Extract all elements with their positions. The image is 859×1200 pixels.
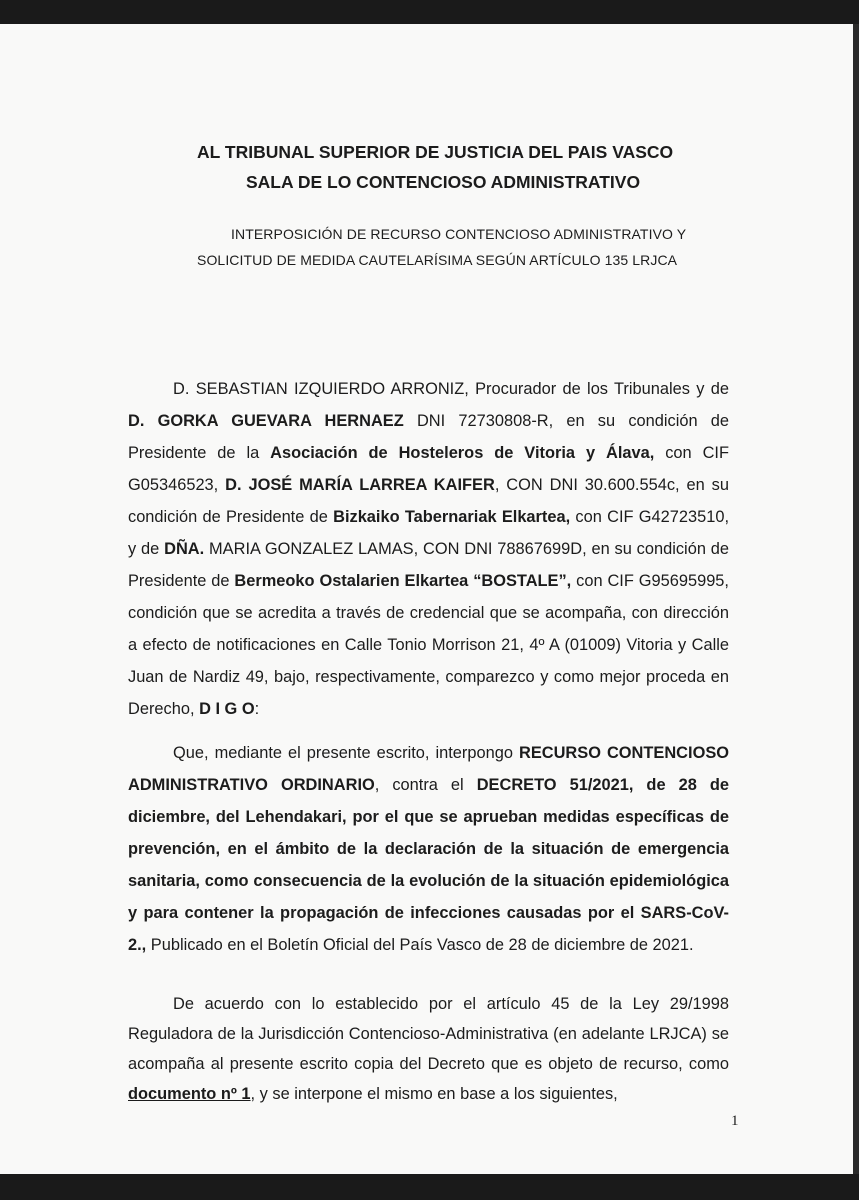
page-number: 1 bbox=[731, 1113, 739, 1129]
document-page bbox=[0, 24, 859, 1174]
document-reference: documento nº 1 bbox=[128, 1085, 251, 1103]
paragraph-appearance: D. SEBASTIAN IZQUIERDO ARRONIZ, Procurador de los Tribunales y de D. GORKA GUEVARA HERNAEZ DNI 72730808-R, en su condición de Presidente de la Asociación de Hosteleros de Vitoria y Álava, con CIF G05346523, D. JOSÉ MARÍA LARREA KAIFER, CON DNI 30.600.554c, en su condición de Presidente de Bizkaiko Tabernariak Elkartea, con CIF G42723510, y de DÑA. MARIA GONZALEZ LAMAS, CON DNI 78867699D, en su condición de Presidente de Bermeoko Ostalarien Elkartea “BOSTALE”, con CIF G95695995, condición que se acredita a través de credencial que se acompaña, con dirección a efecto de notificaciones en Calle Tonio Morrison 21, 4º A (01009) Vitoria y Calle Juan de Nardiz 49, bajo, respectivamente, comparezco y como mejor proceda en Derecho, D I G O: bbox=[128, 380, 730, 718]
document-subject-line2: SOLICITUD DE MEDIDA CAUTELARÍSIMA SEGÚN ARTÍCULO 135 LRJCA bbox=[197, 252, 678, 268]
paragraph-appeal: Que, mediante el presente escrito, interpongo RECURSO CONTENCIOSO ADMINISTRATIVO ORDINARIO, contra el DECRETO 51/2021, de 28 de diciembre, del Lehendakari, por el que se aprueban medidas específicas de prevención, en el ámbito de la declaración de la situación de emergencia sanitaria, como consecuencia de la evolución de la situación epidemiológica y para contener la propagación de infecciones causadas por el SARS-CoV-2., Publicado en el Boletín Oficial del País Vasco de 28 de diciembre de 2021. bbox=[128, 744, 730, 954]
court-chamber: SALA DE LO CONTENCIOSO ADMINISTRATIVO bbox=[246, 172, 641, 192]
court-title: AL TRIBUNAL SUPERIOR DE JUSTICIA DEL PAIS VASCO bbox=[197, 142, 674, 162]
paragraph-legal-basis: De acuerdo con lo establecido por el artículo 45 de la Ley 29/1998 Reguladora de la Jurisdicción Contencioso-Administrativa (en adelante LRJCA) se acompaña al presente escrito copia del Decreto que es objeto de recurso, como documento nº 1, y se interpone el mismo en base a los siguientes, bbox=[128, 995, 729, 1103]
document-subject-line1: INTERPOSICIÓN DE RECURSO CONTENCIOSO ADMINISTRATIVO Y bbox=[231, 226, 687, 242]
